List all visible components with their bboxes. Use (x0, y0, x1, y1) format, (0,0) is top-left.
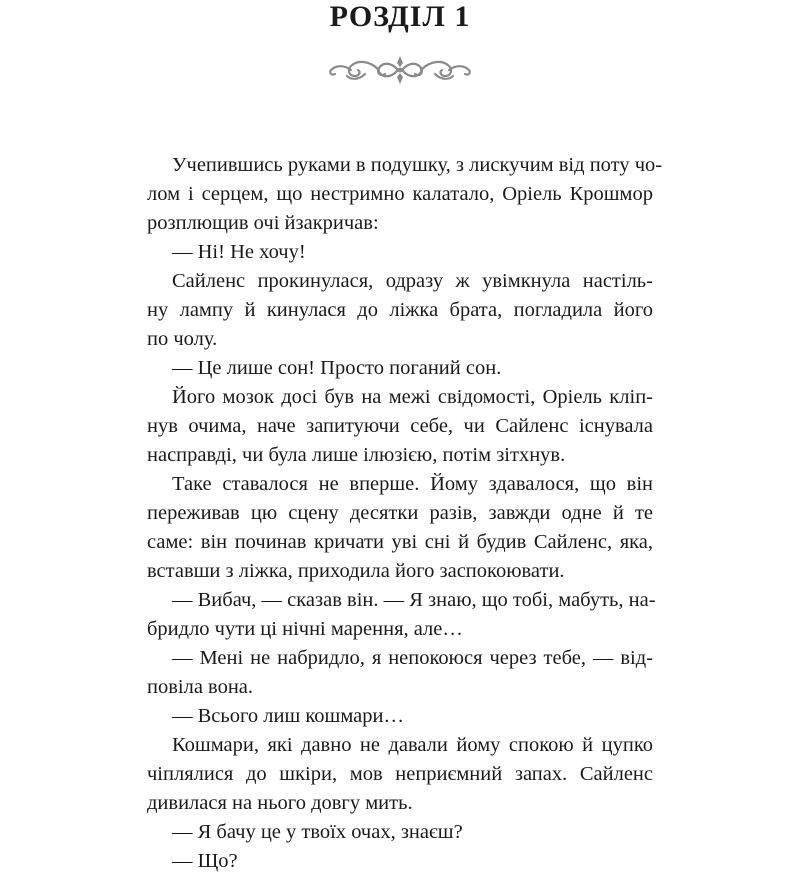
text-line: Його мозок досі був на межі свідомості, Оріель кліп- (172, 386, 653, 408)
text-line: Таке ставалося не вперше. Йому здавалося, що він (172, 473, 653, 495)
text-line: повіла вона. (147, 676, 254, 698)
flourish-divider-icon (325, 52, 475, 88)
text-line: саме: він починав кричати уві сні й будив Сайленс, яка, (147, 531, 653, 553)
text-line: — Мені не набридло, я непокоюся через тебе, — від- (172, 647, 653, 669)
chapter-body-text (147, 151, 663, 876)
text-line: ну лампу й кинулася до ліжка брата, погладила його (147, 299, 653, 321)
text-line: нув очима, наче запитуючи себе, чи Сайленс існувала (147, 415, 653, 437)
text-line: — Це лише сон! Просто поганий сон. (172, 357, 502, 379)
text-line: розплющив очі йзакричав: (147, 212, 379, 234)
text-line: переживав цю сцену десятки разів, завжди одне й те (147, 502, 653, 524)
chapter-title: РОЗДІЛ 1 (329, 0, 471, 33)
text-line: — Я бачу це у твоїх очах, знаєш? (172, 821, 463, 843)
text-line: Кошмари, які давно не давали йому спокою й цупко (172, 734, 653, 756)
text-line: — Вибач, — сказав він. — Я знаю, що тобі, мабуть, на- (172, 589, 656, 611)
text-line: — Всього лиш кошмари… (172, 705, 404, 727)
text-line: бридло чути ці нічні марення, але… (147, 618, 463, 640)
text-line: Сайленс прокинулася, одразу ж увімкнула настіль- (172, 270, 653, 292)
text-line: Учепившись руками в подушку, з лискучим від поту чо- (172, 154, 663, 176)
text-line: — Ні! Не хочу! (172, 241, 306, 263)
text-line: по чолу. (147, 328, 218, 350)
text-line: дивилася на нього довгу мить. (147, 792, 413, 814)
text-line: — Що? (172, 850, 238, 872)
text-line: насправді, чи була лише ілюзією, потім зітхнув. (147, 444, 566, 466)
text-line: вставши з ліжка, приходила його заспокоювати. (147, 560, 565, 582)
text-line: лом і серцем, що нестримно калатало, Оріель Крошмор (147, 183, 653, 205)
text-line: чіплялися до шкіри, мов неприємний запах. Сайленс (147, 763, 653, 785)
